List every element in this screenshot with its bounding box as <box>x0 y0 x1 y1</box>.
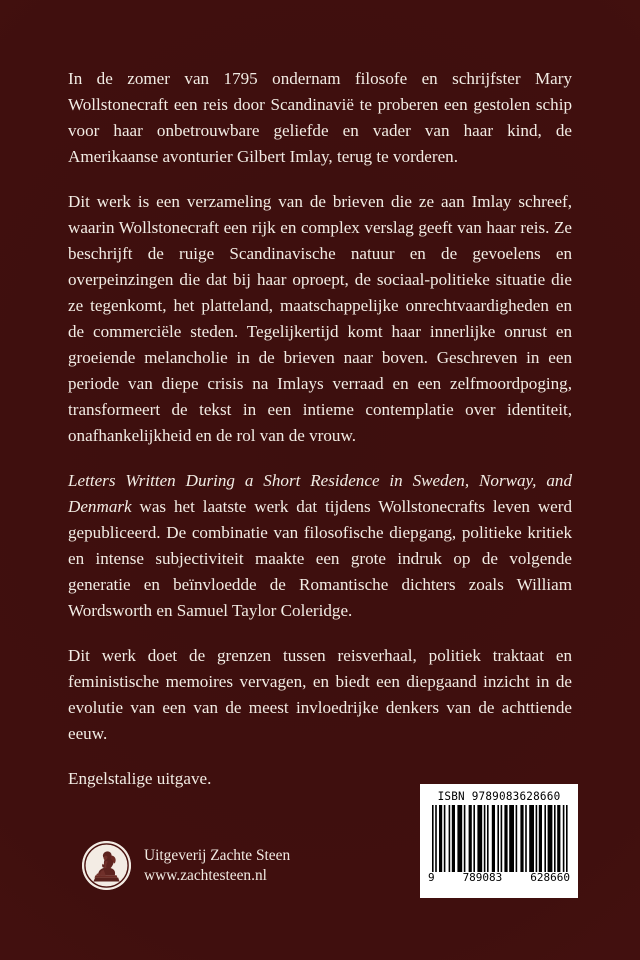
barcode-bars <box>426 805 572 884</box>
blurb-paragraph-3 <box>68 468 572 624</box>
blurb-edition-note: Engelstalige uitgave. <box>68 769 212 788</box>
blurb-paragraph-1: In de zomer van 1795 ondernam filosofe en schrijfster Mary Wollstonecraft een reis door Scandinavië te proberen een gestolen schip voor haar onbetrouwbare geliefde en vader van haar kind, de Amerikaanse avonturier Gilbert Imlay, terug te vorderen. <box>68 69 572 166</box>
publisher-text <box>144 846 290 885</box>
publisher-block <box>82 841 290 890</box>
barcode-digit-group-3: 628660 <box>530 871 570 884</box>
work-title: Letters Written During a Short Residence in Sweden, Norway, and Denmark <box>68 471 572 516</box>
blurb-paragraph-2: Dit werk is een verzameling van de brieven die ze aan Imlay schreef, waarin Wollstonecraft een rijk en complex verslag geeft van haar reis. Ze beschrijft de ruige Scandinavische natuur en de gevoelens en overpeinzingen die dat bij haar oproept, de sociaal-politieke situatie die ze tegenkomt, het platteland, maatschappelijke onrechtvaardigheden en de commerciële steden. Tegelijkertijd komt haar innerlijke onrust en groeiende melancholie in de brieven naar boven. Geschreven in een periode van diepe crisis na Imlays verraad en een zelfmoordpoging, transformeert de tekst in een intieme contemplatie over identiteit, onafhankelijkheid en de rol van de vrouw. <box>68 192 572 445</box>
publisher-website: www.zachtesteen.nl <box>144 866 267 884</box>
barcode-digit-group-2: 789083 <box>462 871 503 884</box>
barcode-digit-group-1: 9 <box>428 871 435 884</box>
blurb-paragraph-4: Dit werk doet de grenzen tussen reisverhaal, politiek traktaat en feministische memoires vervagen, en biedt een diepgaand inzicht in de evolutie van een van de meest invloedrijke denkers van de achttiende eeuw. <box>68 646 572 743</box>
isbn-barcode <box>420 784 578 898</box>
isbn-label: ISBN 9789083628660 <box>437 789 561 804</box>
blurb-text-block <box>68 66 572 792</box>
blurb-paragraph-3-body: was het laatste werk dat tijdens Wollstonecrafts leven werd gepubliceerd. De combinatie van filosofische diepgang, politieke kritiek en intense subjectiviteit maakte een grote indruk op de volgende generatie en beïnvloedde de Romantische dichters zoals William Wordsworth en Samuel Taylor Coleridge. <box>68 497 572 620</box>
thinker-statue-icon <box>82 841 131 890</box>
publisher-name: Uitgeverij Zachte Steen <box>144 847 291 864</box>
